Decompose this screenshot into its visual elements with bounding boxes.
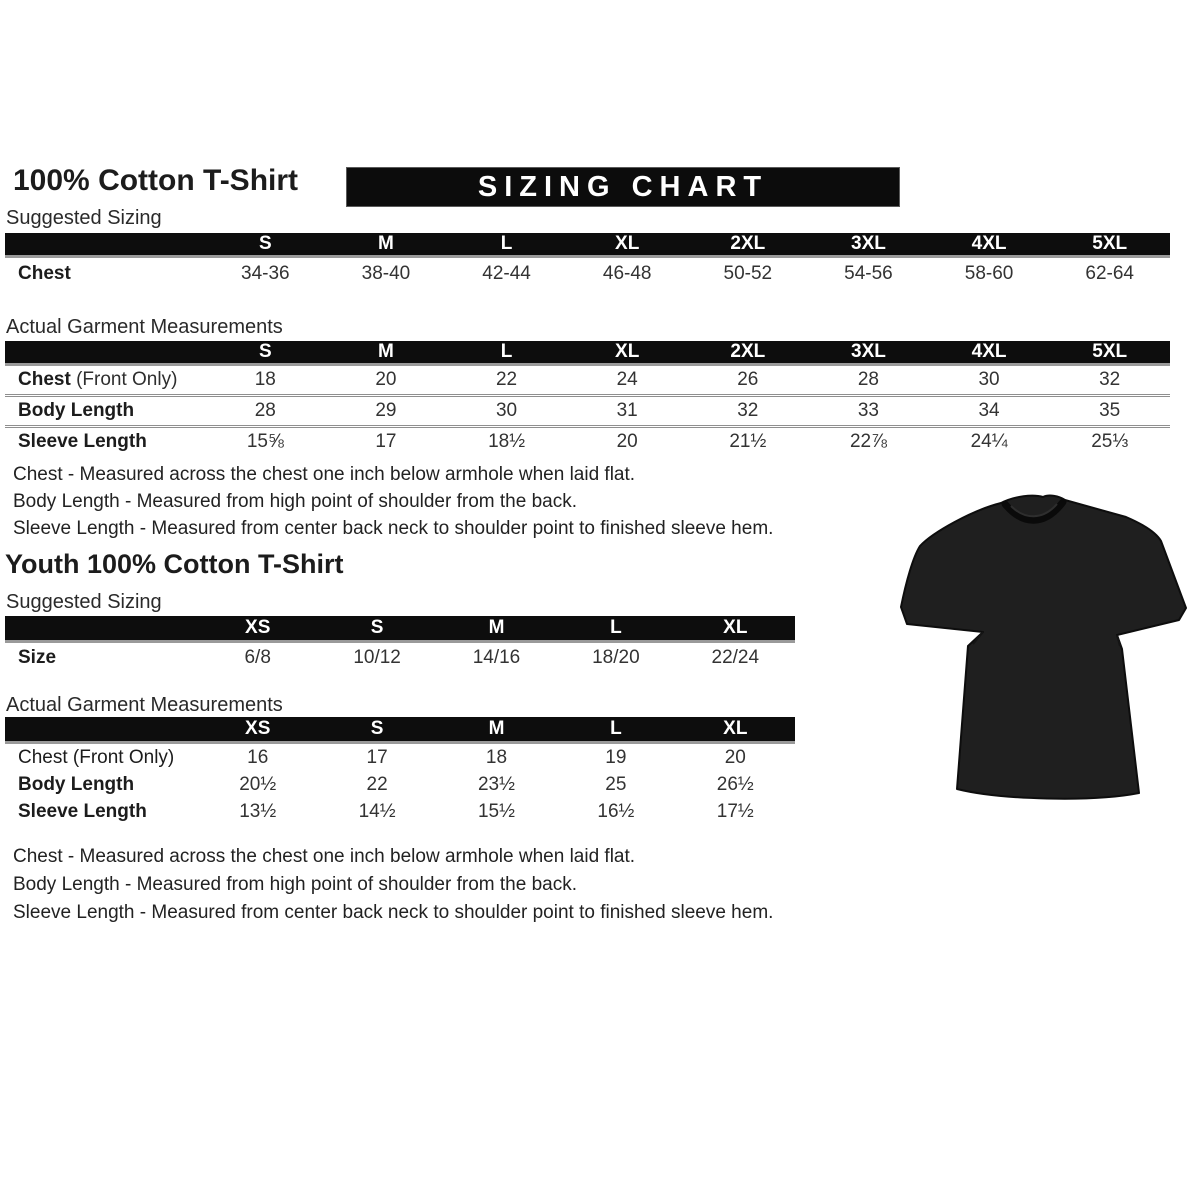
note-body-length: Body Length - Measured from high point of shoulder from the back. [13, 874, 577, 895]
row-label: Body Length [18, 773, 135, 795]
size-col-header: XS [198, 717, 317, 743]
page-title: 100% Cotton T-Shirt [13, 164, 299, 197]
size-cell: 18 [485, 746, 508, 768]
table-row-sleeve-length [5, 427, 1170, 457]
row-label [5, 365, 205, 396]
size-cell: 10/12 [353, 647, 401, 668]
row-label-main: Chest [18, 369, 71, 390]
size-col-header: 5XL [1049, 233, 1170, 257]
size-col-header: 3XL [808, 341, 929, 365]
row-label: Chest [18, 262, 71, 284]
size-col-header: L [556, 616, 675, 642]
size-cell: 34-36 [241, 262, 290, 284]
size-cell: 32 [688, 396, 809, 427]
table-header-row [5, 616, 795, 642]
size-col-header: L [556, 717, 675, 743]
size-col-header: M [326, 233, 447, 257]
size-cell: 42-44 [482, 262, 531, 284]
size-col-header: S [317, 616, 436, 642]
size-cell: 22 [495, 369, 518, 390]
size-cell: 35 [1049, 396, 1170, 427]
size-cell: 16½ [597, 800, 635, 822]
size-cell: 20 [375, 369, 397, 390]
size-cell: 62-64 [1085, 262, 1134, 284]
size-cell: 20 [567, 427, 688, 457]
size-col-header: 3XL [808, 233, 929, 257]
table-header-row [5, 717, 795, 743]
youth-actual-measurements-label: Actual Garment Measurements [6, 694, 283, 716]
row-label: Chest (Front Only) [18, 746, 175, 768]
size-cell: 17½ [716, 800, 754, 822]
size-cell: 31 [567, 396, 688, 427]
size-cell: 54-56 [844, 262, 893, 284]
row-label: Sleeve Length [18, 800, 147, 822]
black-tshirt-photo [893, 486, 1198, 806]
note-chest: Chest - Measured across the chest one inch below armhole when laid flat. [13, 464, 636, 485]
note-sleeve-length: Sleeve Length - Measured from center back neck to shoulder point to finished sleeve hem. [13, 902, 774, 923]
size-cell: 13½ [239, 800, 277, 822]
size-col-header: M [437, 717, 556, 743]
row-label: Size [18, 647, 57, 668]
size-cell: 30 [446, 396, 567, 427]
size-cell: 32 [1099, 369, 1121, 390]
size-cell: 23½ [477, 773, 515, 795]
size-cell: 18½ [446, 427, 567, 457]
note-sleeve-length: Sleeve Length - Measured from center back neck to shoulder point to finished sleeve hem. [13, 518, 774, 539]
table-row-sleeve-length [5, 798, 795, 825]
youth-suggested-sizing-label: Suggested Sizing [6, 591, 162, 613]
table-row-size [5, 642, 795, 674]
size-cell: 29 [326, 396, 447, 427]
size-col-header: L [446, 233, 567, 257]
size-cell: 46-48 [602, 262, 652, 284]
size-cell: 16 [247, 746, 269, 768]
table-row-body-length [5, 396, 1170, 427]
size-col-header: 5XL [1049, 341, 1170, 365]
size-cell: 22/24 [711, 647, 760, 668]
size-cell: 24¼ [929, 427, 1050, 457]
size-cell: 6/8 [244, 647, 271, 668]
size-cell: 38-40 [361, 262, 411, 284]
row-label: Sleeve Length [5, 427, 205, 457]
size-cell: 15½ [477, 800, 515, 822]
size-cell: 20½ [239, 773, 277, 795]
size-cell: 34 [929, 396, 1050, 427]
size-cell: 19 [605, 746, 627, 768]
size-col-header: S [317, 717, 436, 743]
size-cell: 18/20 [592, 647, 640, 668]
size-col-header: XL [567, 341, 688, 365]
size-col-header: S [205, 341, 326, 365]
size-col-header: L [446, 341, 567, 365]
size-col-header: 4XL [929, 233, 1050, 257]
size-cell: 30 [978, 369, 1000, 390]
size-cell: 28 [205, 396, 326, 427]
sizing-chart-banner [346, 167, 900, 207]
size-cell: 25⅓ [1049, 427, 1170, 457]
size-cell: 33 [808, 396, 929, 427]
row-label: Body Length [5, 396, 205, 427]
adult-suggested-sizing-label: Suggested Sizing [6, 207, 162, 229]
corner-cell [5, 717, 198, 743]
table-row-chest [5, 743, 795, 772]
size-cell: 14½ [358, 800, 396, 822]
tshirt-body-shape [901, 496, 1186, 799]
corner-cell [5, 233, 205, 257]
size-col-header: 4XL [929, 341, 1050, 365]
table-row [5, 257, 1170, 290]
size-cell: 26½ [716, 773, 754, 795]
row-label-suffix: (Front Only) [70, 369, 178, 390]
adult-suggested-sizing-table [5, 233, 1170, 289]
size-cell: 28 [857, 369, 879, 390]
size-col-header: M [437, 616, 556, 642]
corner-cell [5, 341, 205, 365]
size-cell: 21½ [688, 427, 809, 457]
size-cell: 17 [326, 427, 447, 457]
youth-section-heading: Youth 100% Cotton T-Shirt [5, 549, 344, 579]
size-col-header: S [205, 233, 326, 257]
size-col-header: XS [198, 616, 317, 642]
size-cell: 22 [366, 773, 388, 795]
youth-actual-measurements-table [5, 717, 795, 825]
size-cell: 18 [254, 369, 276, 390]
table-row-chest [5, 365, 1170, 396]
size-col-header: 2XL [688, 341, 809, 365]
size-cell: 15⅝ [205, 427, 326, 457]
table-row-body-length [5, 771, 795, 798]
size-cell: 25 [605, 773, 627, 795]
size-col-header: XL [676, 616, 795, 642]
size-cell: 24 [616, 369, 638, 390]
size-cell: 50-52 [723, 262, 773, 284]
table-header-row [5, 233, 1170, 257]
size-col-header: XL [676, 717, 795, 743]
size-cell: 14/16 [472, 647, 521, 668]
adult-actual-measurements-table [5, 341, 1170, 456]
adult-actual-measurements-label: Actual Garment Measurements [6, 316, 283, 338]
size-cell: 58-60 [964, 262, 1014, 284]
note-body-length: Body Length - Measured from high point of shoulder from the back. [13, 491, 577, 512]
size-col-header: M [326, 341, 447, 365]
size-cell: 26 [737, 369, 759, 390]
adult-measurement-notes [13, 461, 773, 542]
size-cell: 17 [366, 746, 388, 768]
sizing-chart-banner-text: SIZING CHART [477, 170, 769, 203]
size-cell: 20 [724, 746, 746, 768]
note-chest: Chest - Measured across the chest one inch below armhole when laid flat. [13, 846, 636, 867]
corner-cell [5, 616, 198, 642]
size-cell: 22⅞ [808, 427, 929, 457]
table-header-row [5, 341, 1170, 365]
size-col-header: XL [567, 233, 688, 257]
size-col-header: 2XL [688, 233, 809, 257]
youth-measurement-notes [13, 843, 773, 927]
youth-suggested-sizing-table [5, 616, 795, 673]
